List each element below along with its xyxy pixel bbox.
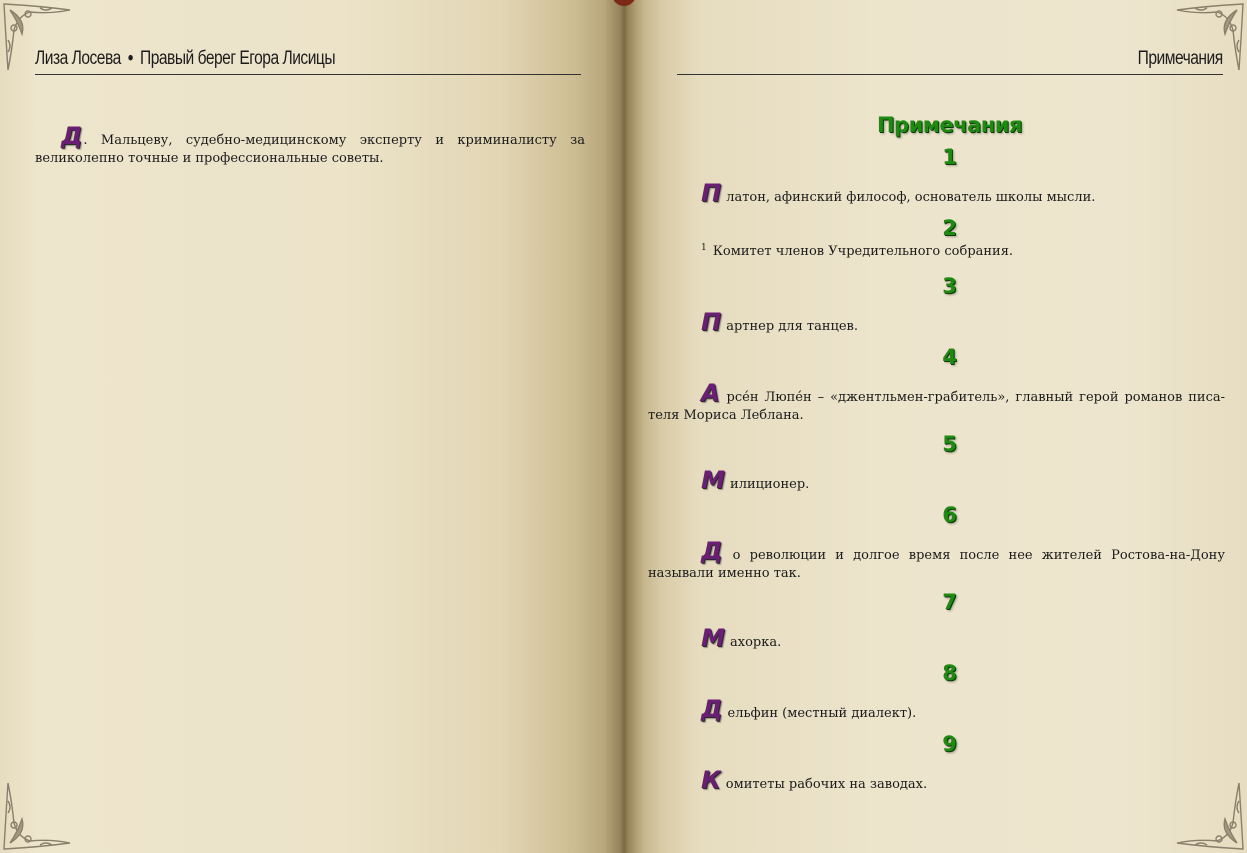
note-number: 7 (942, 590, 957, 614)
note-body: омитеты рабочих на заводах. (721, 777, 928, 792)
note-body: Комитет членов Учредительного собрания. (708, 244, 1014, 259)
dedication-paragraph (35, 122, 585, 168)
header-section-title: Примечания (1137, 48, 1223, 69)
note-body: о революции и долгое время после нее жителей Ростова-на-Дону называли именно так. (648, 548, 1225, 581)
book-spine (604, 0, 644, 853)
note-text (674, 243, 1225, 261)
note-number: 8 (942, 661, 957, 685)
drop-cap: П (701, 179, 722, 207)
drop-cap: Д (701, 695, 723, 723)
notes-section (648, 108, 1225, 794)
footnote-marker: 1 (701, 242, 707, 253)
note-number: 9 (942, 732, 957, 756)
note-number: 3 (942, 274, 957, 298)
note-text (674, 766, 1225, 794)
drop-cap: М (701, 466, 725, 494)
note-text (674, 695, 1225, 723)
notes-heading: Примечания (876, 113, 1023, 137)
corner-ornament-icon (0, 763, 90, 853)
drop-cap: П (701, 308, 722, 336)
running-header-left (35, 44, 581, 75)
running-header-right (677, 44, 1223, 75)
note-body: илиционер. (725, 477, 810, 492)
drop-cap: М (701, 624, 725, 652)
note-text (674, 308, 1225, 336)
note-number: 5 (942, 432, 957, 456)
note-body: ахорка. (725, 635, 782, 650)
note-number: 2 (942, 216, 957, 240)
header-author: Лиза Лосева (35, 48, 121, 69)
header-separator: • (127, 48, 133, 69)
note-number: 1 (942, 145, 957, 169)
note-number: 4 (942, 345, 957, 369)
note-body: латон, афинский философ, основатель школы мысли. (722, 190, 1096, 205)
right-page (624, 0, 1247, 853)
note-body: рсе́н Люпе́н – «джентльмен-грабитель», главный герой романов писа-теля Мориса Леблана. (648, 390, 1225, 423)
note-body: ельфин (местный диалект). (723, 706, 917, 721)
header-book-title: Правый берег Егора Лисицы (139, 48, 336, 69)
note-body: артнер для танцев. (722, 319, 859, 334)
note-text (674, 466, 1225, 494)
drop-cap: Д (701, 537, 723, 565)
note-number: 6 (942, 503, 957, 527)
note-text (674, 179, 1225, 207)
drop-cap: А (701, 379, 720, 407)
note-text (648, 537, 1225, 583)
note-text (674, 624, 1225, 652)
dedication-text: . Мальцеву, судебно-медицинскому эксперту и криминалисту за великолепно точные и профессиональные советы. (35, 133, 585, 166)
drop-cap: Д (61, 122, 83, 150)
note-text (648, 379, 1225, 425)
drop-cap: К (701, 766, 721, 794)
